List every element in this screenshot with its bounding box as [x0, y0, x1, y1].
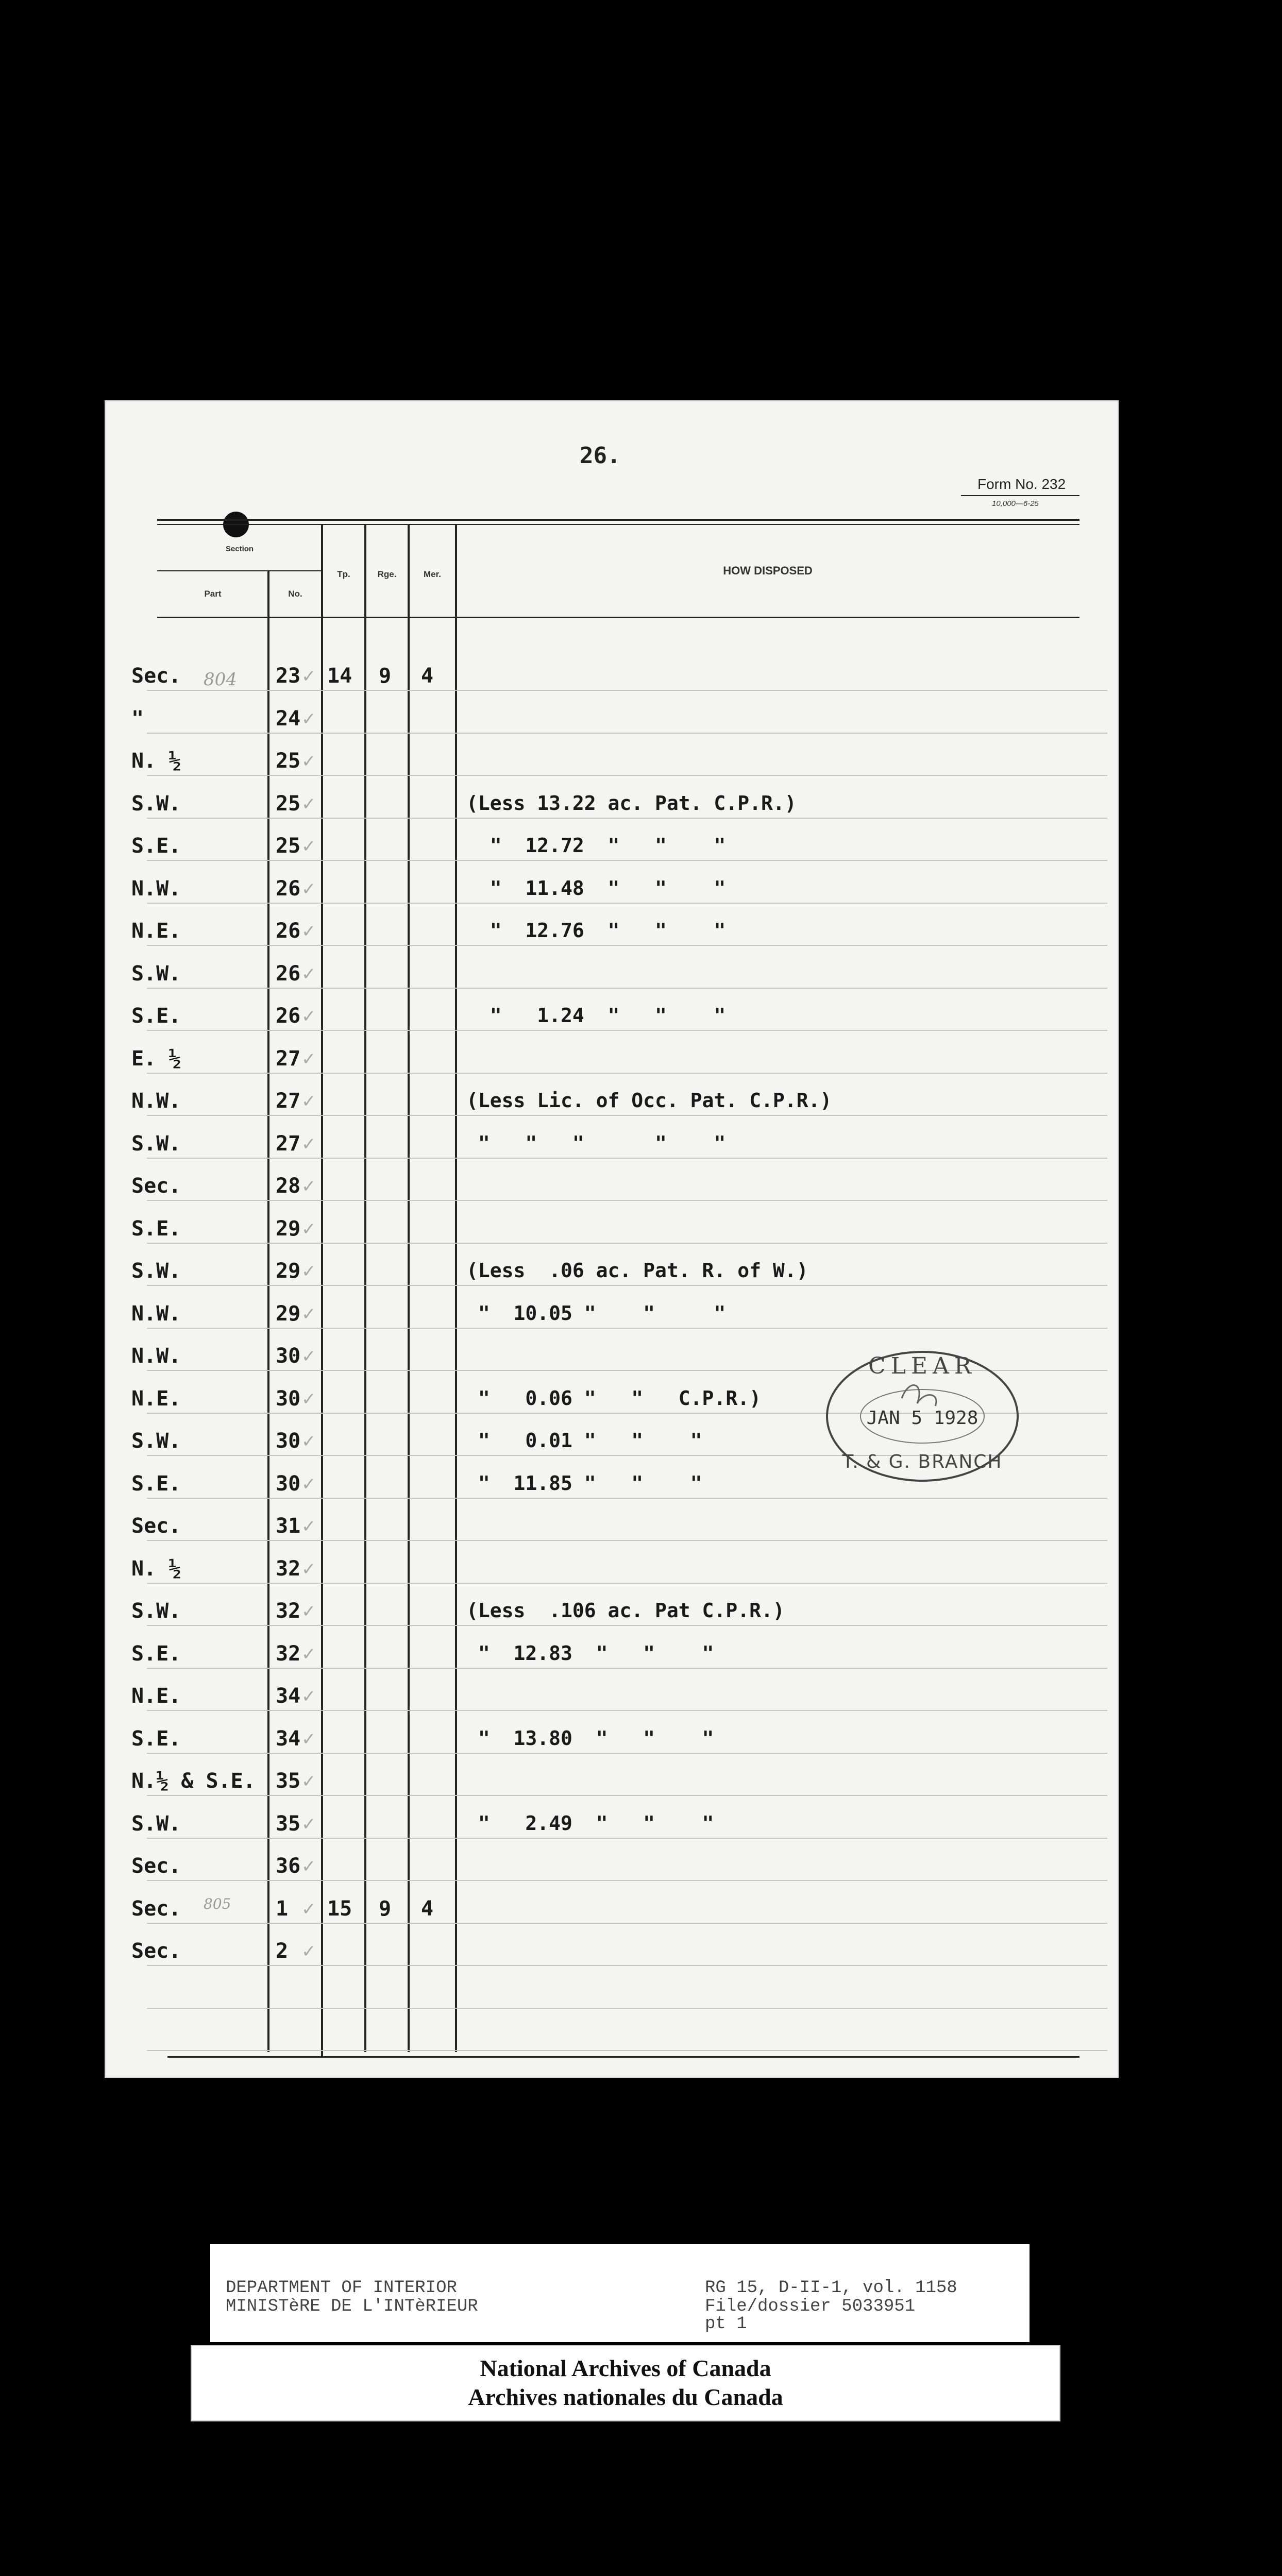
row-part: N.½ & S.E.: [131, 1769, 256, 1793]
row-part: S.W.: [131, 1811, 181, 1836]
row-how: " 12.83 " " ": [466, 1641, 714, 1665]
row-how: " 10.05 " " ": [466, 1301, 726, 1325]
ruled-line: [147, 818, 1107, 819]
ruled-line: [147, 1753, 1107, 1754]
row-no: 23: [276, 664, 301, 688]
check-mark-icon: ✓: [301, 921, 316, 942]
row-part: N. ½: [131, 749, 181, 773]
row-no: 26: [276, 876, 301, 901]
row-part: S.W.: [131, 961, 181, 986]
check-mark-icon: ✓: [301, 1261, 316, 1282]
row-no: 29: [276, 1301, 301, 1326]
ruled-line: [147, 945, 1107, 946]
row-no: 30: [276, 1471, 301, 1496]
check-mark-icon: ✓: [301, 1473, 316, 1495]
row-no: 30: [276, 1386, 301, 1411]
row-part: N. ½: [131, 1556, 181, 1581]
row-how: " 11.85 " " ": [466, 1471, 702, 1495]
archive-ref-rg: RG 15, D-II-1, vol. 1158: [705, 2278, 957, 2298]
row-no: 27: [276, 1131, 301, 1156]
ruled-line: [147, 690, 1107, 691]
check-mark-icon: ✓: [301, 1643, 316, 1665]
archive-reference-label: [210, 2244, 1030, 2342]
row-no: 30: [276, 1429, 301, 1453]
row-how: " 0.01 " " ": [466, 1429, 702, 1452]
header-section: Section: [225, 545, 254, 553]
row-no: 30: [276, 1344, 301, 1368]
check-mark-icon: ✓: [301, 1856, 316, 1877]
margin-note-804: 804: [204, 669, 237, 690]
ruled-line: [147, 1710, 1107, 1711]
ruled-line: [147, 775, 1107, 776]
ruled-line: [147, 860, 1107, 861]
col-divider-rge: [408, 525, 410, 2052]
check-mark-icon: ✓: [301, 1814, 316, 1835]
row-no: 26: [276, 1004, 301, 1028]
ruled-line: [147, 1838, 1107, 1839]
row-part: Sec.: [131, 1854, 181, 1878]
row-part: S.W.: [131, 1131, 181, 1156]
row-how: " 1.24 " " ": [466, 1004, 726, 1027]
check-mark-icon: ✓: [301, 1728, 316, 1750]
row-part: E. ½: [131, 1046, 181, 1071]
row-how: " 12.76 " " ": [466, 919, 726, 942]
check-mark-icon: ✓: [301, 878, 316, 900]
row-part: S.W.: [131, 1429, 181, 1453]
check-mark-icon: ✓: [301, 1091, 316, 1112]
row-rge: 9: [379, 664, 392, 688]
header-rge: Rge.: [377, 569, 397, 579]
check-mark-icon: ✓: [301, 708, 316, 730]
margin-note-805: 805: [204, 1895, 231, 1912]
check-mark-icon: ✓: [301, 751, 316, 772]
ruled-line: [147, 1498, 1107, 1499]
row-no: 25: [276, 749, 301, 773]
col-divider-part: [267, 571, 269, 2052]
check-mark-icon: ✓: [301, 1899, 316, 1920]
row-how: " " " " ": [466, 1131, 726, 1155]
row-part: ": [131, 706, 144, 731]
row-no: 26: [276, 919, 301, 943]
form-print-run: 10,000—6-25: [992, 499, 1039, 508]
form-underline: [961, 495, 1079, 496]
check-mark-icon: ✓: [301, 1303, 316, 1325]
check-mark-icon: ✓: [301, 1558, 316, 1580]
dept-french: MINISTèRE DE L'INTèRIEUR: [226, 2297, 478, 2316]
nac-french: Archives nationales du Canada: [468, 2384, 783, 2410]
ruled-line: [147, 1923, 1107, 1924]
ruled-line: [147, 1158, 1107, 1159]
check-mark-icon: ✓: [301, 1346, 316, 1367]
stamp-initials: [902, 1385, 936, 1406]
row-part: N.W.: [131, 1089, 181, 1113]
row-part: Sec.: [131, 664, 181, 688]
row-no: 2: [276, 1939, 289, 1963]
stamp-branch: T. & G. BRANCH: [842, 1451, 1003, 1472]
row-part: Sec.: [131, 1514, 181, 1538]
row-part: N.E.: [131, 1386, 181, 1411]
row-no: 28: [276, 1174, 301, 1198]
header-tp: Tp.: [337, 569, 350, 579]
row-no: 24: [276, 706, 301, 731]
ruled-line: [147, 1880, 1107, 1881]
check-mark-icon: ✓: [301, 963, 316, 985]
row-part: N.E.: [131, 919, 181, 943]
check-mark-icon: ✓: [301, 836, 316, 857]
header-mer: Mer.: [423, 569, 442, 579]
row-no: 35: [276, 1769, 301, 1793]
ruled-line: [147, 988, 1107, 989]
check-mark-icon: ✓: [301, 793, 316, 815]
row-no: 32: [276, 1641, 301, 1666]
ruled-line: [147, 1668, 1107, 1669]
row-no: 27: [276, 1089, 301, 1113]
section-underline: [157, 570, 322, 571]
ruled-line: [147, 1540, 1107, 1541]
ruled-line: [147, 1583, 1107, 1584]
row-mer: 4: [421, 664, 434, 688]
row-no: 32: [276, 1599, 301, 1623]
ruled-line: [147, 1115, 1107, 1116]
check-mark-icon: ✓: [301, 1601, 316, 1622]
row-part: N.E.: [131, 1684, 181, 1708]
row-no: 36: [276, 1854, 301, 1878]
check-mark-icon: ✓: [301, 1388, 316, 1410]
row-how: (Less .106 ac. Pat C.P.R.): [466, 1599, 785, 1622]
ruled-line: [147, 1625, 1107, 1626]
row-no: 25: [276, 834, 301, 858]
row-no: 34: [276, 1684, 301, 1708]
ruled-line: [147, 2008, 1107, 2009]
row-no: 32: [276, 1556, 301, 1581]
ruled-line: [147, 1328, 1107, 1329]
row-how: " 13.80 " " ": [466, 1726, 714, 1750]
row-no: 25: [276, 791, 301, 816]
row-part: S.E.: [131, 1471, 181, 1496]
check-mark-icon: ✓: [301, 1006, 316, 1027]
row-part: Sec.: [131, 1939, 181, 1963]
stamp-clear: CLEAR: [868, 1353, 976, 1379]
row-part: N.W.: [131, 1344, 181, 1368]
row-part: S.E.: [131, 1216, 181, 1241]
row-part: N.W.: [131, 876, 181, 901]
ruled-line: [147, 1285, 1107, 1286]
row-no: 26: [276, 961, 301, 986]
check-mark-icon: ✓: [301, 1218, 316, 1240]
ledger-card: [105, 400, 1119, 2078]
row-how: (Less 13.22 ac. Pat. C.P.R.): [466, 791, 797, 815]
row-mer: 4: [421, 1896, 434, 1921]
row-part: S.E.: [131, 1004, 181, 1028]
row-no: 27: [276, 1046, 301, 1071]
check-mark-icon: ✓: [301, 1133, 316, 1155]
row-tp: 14: [327, 664, 352, 688]
check-mark-icon: ✓: [301, 1686, 316, 1707]
row-part: S.W.: [131, 1599, 181, 1623]
page-number: 26.: [580, 443, 621, 469]
col-divider-mer: [455, 525, 457, 2052]
check-mark-icon: ✓: [301, 666, 316, 687]
ruled-line: [147, 733, 1107, 734]
row-part: Sec.: [131, 1174, 181, 1198]
ruled-line: [147, 1965, 1107, 1966]
check-mark-icon: ✓: [301, 1941, 316, 1962]
header-how-disposed: HOW DISPOSED: [723, 564, 813, 577]
row-how: " 2.49 " " ": [466, 1811, 714, 1835]
row-no: 35: [276, 1811, 301, 1836]
row-how: " 11.48 " " ": [466, 876, 726, 900]
check-mark-icon: ✓: [301, 1771, 316, 1792]
row-how: " 0.06 " " C.P.R.): [466, 1386, 761, 1410]
header-no: No.: [288, 589, 302, 599]
check-mark-icon: ✓: [301, 1516, 316, 1537]
ruled-line: [147, 1073, 1107, 1074]
row-part: N.W.: [131, 1301, 181, 1326]
header-rule-top-2: [157, 524, 1079, 525]
row-no: 29: [276, 1259, 301, 1283]
stamp-date: JAN 5 1928: [866, 1408, 979, 1429]
nac-english: National Archives of Canada: [480, 2355, 771, 2381]
row-part: Sec.: [131, 1896, 181, 1921]
nac-label: [191, 2345, 1060, 2421]
check-mark-icon: ✓: [301, 1048, 316, 1070]
row-tp: 15: [327, 1896, 352, 1921]
header-rule-bottom: [157, 617, 1079, 618]
row-part: S.W.: [131, 1259, 181, 1283]
row-how: (Less Lic. of Occ. Pat. C.P.R.): [466, 1089, 832, 1112]
bottom-rule: [167, 2056, 1079, 2058]
check-mark-icon: ✓: [301, 1431, 316, 1452]
check-mark-icon: ✓: [301, 1176, 316, 1197]
header-part: Part: [204, 589, 222, 599]
col-divider-no: [321, 525, 323, 2057]
ruled-line: [147, 903, 1107, 904]
row-part: S.E.: [131, 834, 181, 858]
header-rule-top: [157, 519, 1079, 521]
ruled-line: [147, 1030, 1107, 1031]
col-divider-tp: [364, 525, 366, 2052]
dept-english: DEPARTMENT OF INTERIOR: [226, 2278, 457, 2298]
row-no: 31: [276, 1514, 301, 1538]
row-rge: 9: [379, 1896, 392, 1921]
ruled-line: [147, 1243, 1107, 1244]
ruled-line: [147, 1795, 1107, 1796]
row-part: S.E.: [131, 1726, 181, 1751]
form-number: Form No. 232: [977, 476, 1066, 492]
row-part: S.E.: [131, 1641, 181, 1666]
row-how: (Less .06 ac. Pat. R. of W.): [466, 1259, 808, 1282]
row-no: 29: [276, 1216, 301, 1241]
ruled-line: [147, 1200, 1107, 1201]
row-how: " 12.72 " " ": [466, 834, 726, 857]
row-part: S.W.: [131, 791, 181, 816]
row-no: 34: [276, 1726, 301, 1751]
archive-ref-file: File/dossier 5033951: [705, 2297, 916, 2316]
row-no: 1: [276, 1896, 289, 1921]
archive-ref-part: pt 1: [705, 2314, 747, 2334]
clear-stamp: [822, 1347, 1023, 1486]
ruled-line: [147, 2050, 1107, 2051]
